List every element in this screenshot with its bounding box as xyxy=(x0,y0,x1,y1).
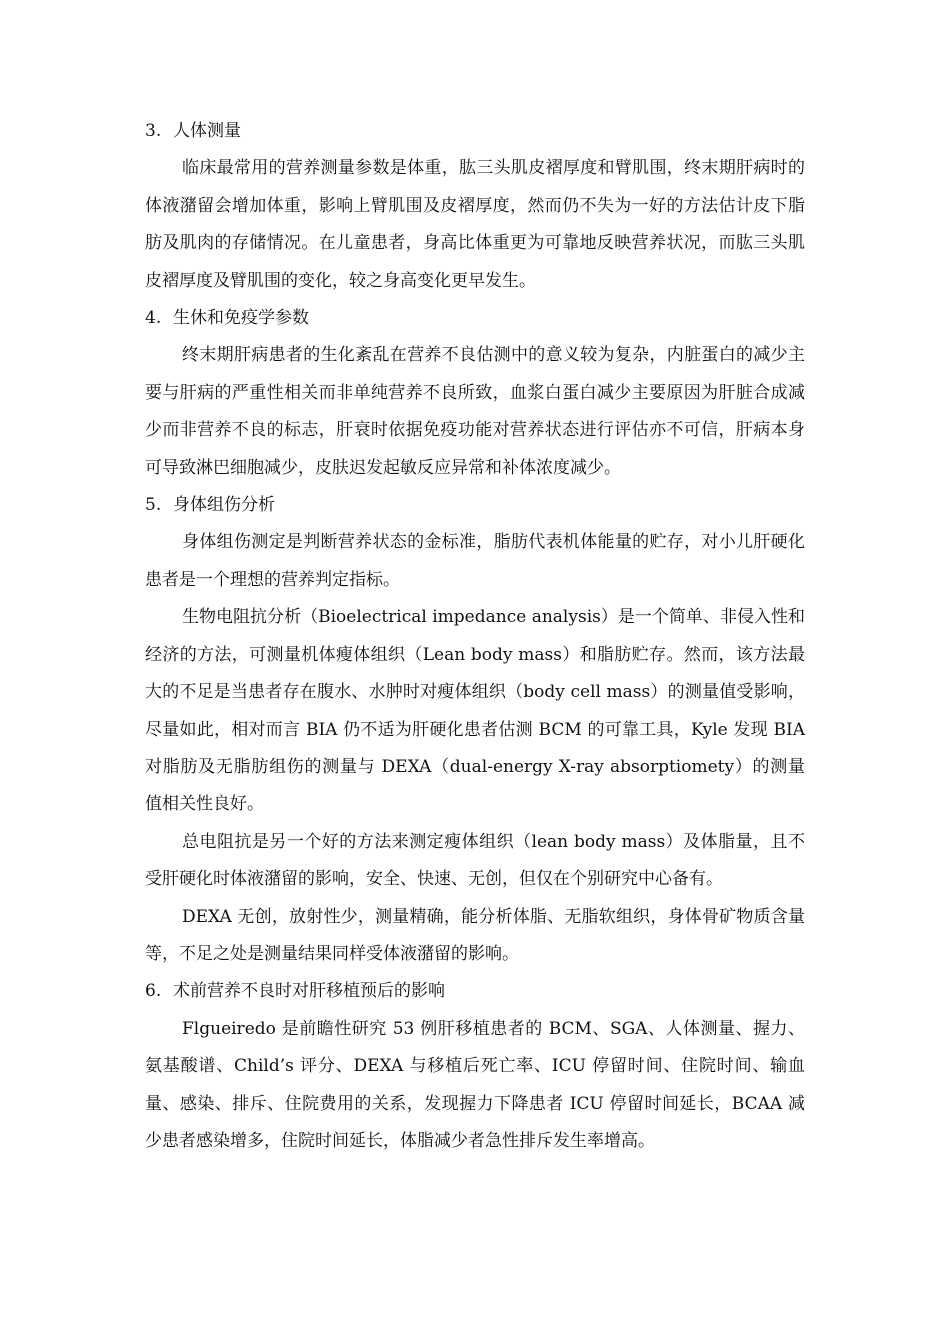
paragraph: DEXA 无创，放射性少，测量精确，能分析体脂、无脂软组织，身体骨矿物质含量等，不足之处是测量结果同样受体液潴留的影响。 xyxy=(145,906,805,964)
paragraph: 终末期肝病患者的生化紊乱在营养不良估测中的意义较为复杂，内脏蛋白的减少主要与肝病的严重性相关而非单纯营养不良所致，血浆白蛋白减少主要原因为肝脏合成减少而非营养不良的标志，肝衰时依据免疫功能对营养状态进行评估亦不可信，肝病本身可导致淋巴细胞减少，皮肤迟发起敏反应异常和补体浓度减少。 xyxy=(145,345,805,478)
section-number: 6. xyxy=(145,981,162,1002)
section-number: 3. xyxy=(145,121,162,141)
section-title: 生休和免疫学参数 xyxy=(173,308,309,329)
paragraph: 临床最常用的营养测量参数是体重，肱三头肌皮褶厚度和臂肌围，终末期肝病时的体液潴留会增加体重，影响上臂肌围及皮褶厚度，然而仍不失为一好的方法估计皮下脂肪及肌肉的存储情况。在儿童患者，身高比体重更为可靠地反映营养状况，而肱三头肌皮褶厚度及臂肌围的变化，较之身高变化更早发生。 xyxy=(145,158,805,291)
paragraph: 生物电阻抗分析（Bioelectrical impedance analysis）是一个简单、非侵入性和经济的方法，可测量机体瘦体组织（Lean body mass）和脂肪贮存。然而，该方法最大的不足是当患者存在腹水、水肿时对瘦体组织（body cell mass）的测量值受影响，尽量如此，相对而言 BIA 仍不适为肝硬化患者估测 BCM 的可靠工具，Kyle 发现 BIA 对脂肪及无脂肪组伤的测量与 DEXA（dual-energy X-ray absorptiomety）的测量值相关性良好。 xyxy=(145,607,805,815)
section-heading-3 xyxy=(145,113,805,150)
document-body xyxy=(145,113,805,1160)
paragraph: Flgueiredo 是前瞻性研究 53 例肝移植患者的 BCM、SGA、人体测量、握力、氨基酸谱、Child’s 评分、DEXA 与移植后死亡率、ICU 停留时间、住院时间、输血量、感染、排斥、住院费用的关系，发现握力下降患者 ICU 停留时间延长，BCAA 减少患者感染增多，住院时间延长，体脂减少者急性排斥发生率增高。 xyxy=(145,1018,805,1151)
section-number: 4. xyxy=(145,308,162,329)
section-number: 5. xyxy=(145,495,162,516)
paragraph: 身体组伤测定是判断营养状态的金标准，脂肪代表机体能量的贮存，对小儿肝硬化患者是一个理想的营养判定指标。 xyxy=(145,532,805,590)
section-heading-6 xyxy=(145,973,805,1010)
section-heading-4 xyxy=(145,300,805,337)
section-title: 身体组伤分析 xyxy=(173,495,275,516)
section-heading-5 xyxy=(145,487,805,524)
section-title: 术前营养不良时对肝移植预后的影响 xyxy=(173,981,445,1002)
section-title: 人体测量 xyxy=(173,121,241,141)
paragraph: 总电阻抗是另一个好的方法来测定瘦体组织（lean body mass）及体脂量，且不受肝硬化时体液潴留的影响，安全、快速、无创，但仅在个别研究中心备有。 xyxy=(145,831,805,890)
